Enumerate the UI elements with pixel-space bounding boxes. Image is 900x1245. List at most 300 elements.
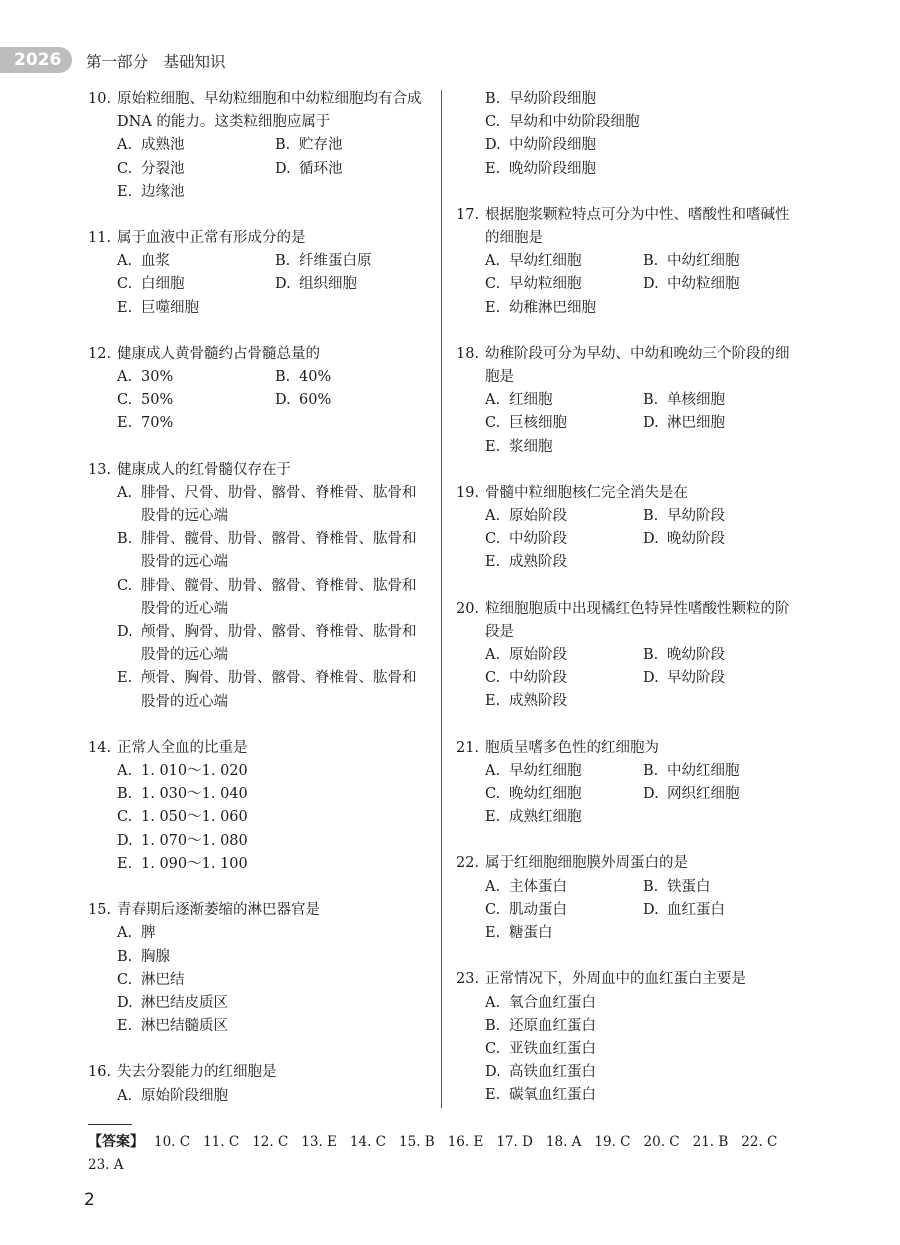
option-text: 脾: [141, 925, 156, 942]
option-text: 原始阶段细胞: [141, 1087, 228, 1104]
option-item: [485, 528, 643, 551]
option-label: A.: [117, 484, 133, 501]
option-item: [117, 667, 430, 713]
option-label: A.: [117, 369, 133, 386]
option-label: D.: [117, 832, 133, 849]
option-item: [117, 783, 430, 806]
options-list: [456, 505, 801, 575]
option-text: 血红蛋白: [667, 901, 725, 918]
option-label: E.: [117, 183, 133, 200]
option-label: B.: [643, 647, 659, 664]
options-list: [456, 876, 801, 946]
option-label: B.: [117, 531, 133, 548]
option-item: [643, 389, 801, 412]
option-item: [485, 783, 643, 806]
option-text: 中幼阶段: [509, 531, 567, 548]
option-label: E.: [117, 299, 133, 316]
question-text: 健康成人的红骨髓仅存在于: [117, 461, 291, 478]
question-number: 23.: [456, 971, 480, 988]
left-column: [88, 88, 430, 1131]
option-label: C.: [485, 531, 501, 548]
option-label: D.: [643, 786, 659, 803]
question-text: 骨髓中粒细胞核仁完全消失是在: [485, 484, 688, 501]
option-text: 40%: [299, 369, 332, 386]
option-text: 颅骨、胸骨、肋骨、髂骨、脊椎骨、肱骨和股骨的远心端: [141, 624, 417, 664]
option-text: 主体蛋白: [509, 878, 567, 895]
question-number: 10.: [88, 91, 112, 107]
option-label: B.: [643, 253, 659, 270]
option-text: 幼稚淋巴细胞: [509, 299, 596, 316]
question-item: [88, 459, 430, 714]
option-text: 晚幼阶段细胞: [509, 160, 596, 177]
options-list: [456, 88, 801, 181]
option-text: 早幼阶段: [667, 670, 725, 687]
question-stem: [456, 482, 801, 505]
option-text: 70%: [141, 415, 174, 432]
option-item: [485, 1061, 801, 1084]
option-text: 成熟池: [141, 137, 185, 154]
answer-items: [88, 1134, 790, 1173]
right-column: [456, 88, 801, 1131]
option-item: [117, 946, 430, 969]
option-text: 边缘池: [141, 183, 185, 200]
option-label: C.: [485, 786, 501, 803]
option-text: 纤维蛋白原: [299, 253, 372, 270]
option-item: [117, 575, 430, 621]
question-item: [456, 598, 801, 714]
option-text: 中幼阶段细胞: [509, 137, 596, 154]
option-item: [117, 1015, 430, 1038]
options-list: [88, 366, 430, 436]
option-text: 成熟阶段: [509, 693, 567, 710]
option-label: B.: [275, 253, 291, 270]
option-text: 中幼红细胞: [667, 253, 740, 270]
option-item: [485, 760, 643, 783]
option-text: 中幼粒细胞: [667, 276, 740, 293]
option-label: B.: [275, 369, 291, 386]
answer-item: 21. B: [692, 1134, 729, 1150]
option-text: 腓骨、髋骨、肋骨、髂骨、脊椎骨、肱骨和股骨的远心端: [141, 531, 417, 571]
question-number: 13.: [88, 461, 112, 478]
option-label: E.: [485, 299, 501, 316]
question-number: 18.: [456, 345, 480, 362]
question-item: [456, 737, 801, 830]
answer-rule: [88, 1124, 132, 1125]
option-item: [275, 389, 430, 412]
question-item: [88, 343, 430, 436]
option-item: [485, 250, 643, 273]
option-text: 早幼红细胞: [509, 762, 582, 779]
option-item: [275, 250, 430, 273]
option-label: D.: [485, 1064, 501, 1081]
option-item: [117, 760, 430, 783]
option-text: 淋巴结皮质区: [141, 994, 228, 1011]
option-text: 铁蛋白: [667, 878, 711, 895]
option-item: [117, 1085, 430, 1108]
question-stem: [88, 227, 430, 250]
answer-item: 13. E: [301, 1134, 337, 1150]
option-text: 晚幼阶段: [667, 647, 725, 664]
option-text: 1. 010～1. 020: [141, 763, 248, 780]
question-stem: [456, 968, 801, 991]
option-text: 淋巴细胞: [667, 415, 725, 432]
question-number: 16.: [88, 1064, 112, 1081]
option-item: [117, 992, 430, 1015]
question-stem: [88, 899, 430, 922]
question-item: [88, 88, 430, 204]
question-number: 11.: [88, 230, 112, 247]
question-stem: [88, 343, 430, 366]
option-label: D.: [485, 137, 501, 154]
option-item: [643, 505, 801, 528]
answer-item: 20. C: [643, 1134, 680, 1150]
option-text: 单核细胞: [667, 392, 725, 409]
option-item: [117, 969, 430, 992]
option-label: D.: [643, 531, 659, 548]
option-text: 早幼和中幼阶段细胞: [509, 114, 640, 131]
option-label: C.: [485, 114, 501, 131]
option-item: [117, 922, 430, 945]
question-item: [456, 852, 801, 945]
option-text: 30%: [141, 369, 174, 386]
option-text: 循环池: [299, 160, 343, 177]
option-item: [485, 505, 643, 528]
option-label: C.: [117, 392, 133, 409]
question-stem: [88, 737, 430, 760]
option-label: A.: [485, 508, 501, 525]
option-text: 60%: [299, 392, 332, 409]
question-number: 15.: [88, 902, 112, 919]
option-text: 高铁血红蛋白: [509, 1064, 596, 1081]
option-text: 淋巴结: [141, 971, 185, 988]
option-label: D.: [643, 415, 659, 432]
question-stem: [456, 343, 801, 389]
option-label: A.: [485, 994, 501, 1011]
option-label: E.: [485, 554, 501, 571]
question-item: [456, 482, 801, 575]
options-list: [88, 922, 430, 1038]
option-label: A.: [485, 647, 501, 664]
option-text: 早幼阶段细胞: [509, 91, 596, 107]
question-number: 20.: [456, 600, 480, 617]
option-item: [485, 876, 643, 899]
option-label: C.: [485, 1040, 501, 1057]
question-16-continued: [456, 88, 801, 181]
option-item: [117, 853, 430, 876]
options-list: [88, 1085, 430, 1108]
option-text: 组织细胞: [299, 276, 357, 293]
option-text: 胸腺: [141, 948, 170, 965]
question-text: 原始粒细胞、早幼粒细胞和中幼粒细胞均有合成 DNA 的能力。这类粒细胞应属于: [117, 91, 422, 131]
option-text: 成熟阶段: [509, 554, 567, 571]
option-label: A.: [117, 1087, 133, 1104]
option-label: B.: [643, 392, 659, 409]
option-text: 1. 050～1. 060: [141, 809, 248, 826]
option-label: C.: [117, 577, 133, 594]
question-number: 22.: [456, 855, 480, 872]
options-list: [456, 644, 801, 714]
option-label: A.: [485, 878, 501, 895]
question-stem: [88, 1061, 430, 1084]
option-item: [485, 644, 643, 667]
option-item: [643, 273, 801, 296]
option-item: [643, 899, 801, 922]
option-text: 浆细胞: [509, 438, 553, 455]
option-text: 氧合血红蛋白: [509, 994, 596, 1011]
option-item: [117, 273, 275, 296]
option-label: E.: [117, 1018, 133, 1035]
options-list: [456, 389, 801, 459]
option-item: [485, 297, 643, 320]
option-text: 血浆: [141, 253, 170, 270]
options-list: [88, 250, 430, 320]
option-label: C.: [117, 276, 133, 293]
option-item: [485, 111, 801, 134]
option-label: E.: [485, 160, 501, 177]
option-item: [643, 250, 801, 273]
option-text: 中幼红细胞: [667, 762, 740, 779]
option-label: B.: [117, 948, 133, 965]
options-list: [456, 992, 801, 1108]
option-text: 颅骨、胸骨、肋骨、髂骨、脊椎骨、肱骨和股骨的近心端: [141, 670, 417, 710]
option-text: 红细胞: [509, 392, 553, 409]
option-item: [643, 412, 801, 435]
option-text: 亚铁血红蛋白: [509, 1040, 596, 1057]
option-item: [275, 273, 430, 296]
question-stem: [456, 852, 801, 875]
answer-item: 22. C: [741, 1134, 778, 1150]
option-text: 淋巴结髓质区: [141, 1018, 228, 1035]
answer-item: 19. C: [594, 1134, 631, 1150]
option-item: [485, 88, 801, 111]
option-item: [485, 690, 643, 713]
option-item: [643, 644, 801, 667]
option-text: 早幼红细胞: [509, 253, 582, 270]
option-text: 白细胞: [141, 276, 185, 293]
question-text: 粒细胞胞质中出现橘红色特异性嗜酸性颗粒的阶段是: [485, 600, 790, 640]
option-item: [275, 158, 430, 181]
question-number: 19.: [456, 484, 480, 501]
page-number: 2: [84, 1190, 95, 1210]
option-label: D.: [117, 994, 133, 1011]
option-item: [485, 667, 643, 690]
option-text: 分裂池: [141, 160, 185, 177]
option-item: [485, 134, 801, 157]
answer-item: 10. C: [154, 1134, 191, 1150]
question-text: 属于血液中正常有形成分的是: [117, 230, 306, 247]
option-item: [485, 389, 643, 412]
option-label: D.: [275, 160, 291, 177]
question-stem: [456, 737, 801, 760]
question-item: [456, 343, 801, 459]
option-label: C.: [485, 901, 501, 918]
option-text: 1. 030～1. 040: [141, 786, 248, 803]
option-item: [643, 783, 801, 806]
answer-item: 23. A: [88, 1157, 124, 1173]
question-item: [88, 227, 430, 320]
question-text: 属于红细胞细胞膜外周蛋白的是: [485, 855, 688, 872]
option-item: [117, 482, 430, 528]
column-divider: [441, 90, 442, 1108]
option-text: 腓骨、髋骨、肋骨、髂骨、脊椎骨、肱骨和股骨的近心端: [141, 577, 417, 617]
option-text: 贮存池: [299, 137, 343, 154]
option-label: B.: [643, 762, 659, 779]
option-label: A.: [485, 762, 501, 779]
question-number: 21.: [456, 739, 480, 756]
option-item: [485, 158, 801, 181]
question-text: 幼稚阶段可分为早幼、中幼和晚幼三个阶段的细胞是: [485, 345, 790, 386]
answer-item: 18. A: [545, 1134, 582, 1150]
options-list: [88, 482, 430, 714]
option-label: C.: [485, 670, 501, 687]
option-text: 晚幼阶段: [667, 531, 725, 548]
question-number: 14.: [88, 739, 112, 756]
question-item: [88, 737, 430, 876]
option-label: E.: [485, 438, 501, 455]
answer-key: [88, 1131, 800, 1177]
option-item: [117, 412, 275, 435]
option-item: [117, 366, 275, 389]
option-text: 成熟红细胞: [509, 809, 582, 826]
option-label: B.: [275, 137, 291, 154]
question-item: [456, 204, 801, 320]
option-label: B.: [643, 508, 659, 525]
option-item: [117, 181, 275, 204]
option-label: B.: [485, 91, 501, 107]
option-item: [117, 806, 430, 829]
option-label: A.: [117, 253, 133, 270]
year-badge: 2026: [0, 47, 72, 73]
option-text: 1. 090～1. 100: [141, 855, 248, 872]
section-title: 第一部分 基础知识: [86, 53, 226, 71]
option-label: A.: [117, 763, 133, 780]
option-text: 碳氧血红蛋白: [509, 1087, 596, 1104]
answer-item: 16. E: [447, 1134, 484, 1150]
option-label: D.: [117, 624, 133, 641]
option-label: E.: [485, 809, 501, 826]
option-item: [485, 922, 643, 945]
option-label: D.: [275, 392, 291, 409]
question-number: 17.: [456, 206, 480, 223]
option-text: 巨噬细胞: [141, 299, 199, 316]
option-item: [117, 621, 430, 667]
option-label: C.: [117, 160, 133, 177]
option-item: [485, 1015, 801, 1038]
question-text: 正常人全血的比重是: [117, 739, 248, 756]
option-item: [485, 436, 643, 459]
option-item: [117, 250, 275, 273]
answer-item: 15. B: [399, 1134, 435, 1150]
option-item: [117, 158, 275, 181]
option-label: A.: [485, 253, 501, 270]
option-label: C.: [117, 809, 133, 826]
option-label: E.: [117, 670, 133, 687]
question-text: 胞质呈嗜多色性的红细胞为: [485, 739, 659, 756]
question-text: 健康成人黄骨髓约占骨髓总量的: [117, 345, 320, 362]
option-item: [485, 1084, 801, 1107]
option-item: [643, 876, 801, 899]
option-label: E.: [485, 693, 501, 710]
option-label: C.: [485, 276, 501, 293]
option-text: 巨核细胞: [509, 415, 567, 432]
option-item: [275, 134, 430, 157]
option-item: [643, 667, 801, 690]
option-item: [117, 297, 275, 320]
option-item: [485, 412, 643, 435]
question-text: 失去分裂能力的红细胞是: [117, 1064, 277, 1081]
question-item: [456, 968, 801, 1107]
option-item: [117, 134, 275, 157]
options-list: [88, 134, 430, 204]
option-item: [117, 389, 275, 412]
answer-item: 14. C: [349, 1134, 386, 1150]
answer-key-label: 【答案】: [88, 1134, 144, 1150]
question-stem: [88, 88, 430, 134]
right-questions: [456, 204, 801, 1108]
option-label: A.: [485, 392, 501, 409]
options-list: [456, 250, 801, 320]
option-label: A.: [117, 925, 133, 942]
option-item: [117, 830, 430, 853]
option-label: D.: [275, 276, 291, 293]
option-item: [117, 528, 430, 574]
option-item: [485, 1038, 801, 1061]
option-text: 网织红细胞: [667, 786, 740, 803]
option-text: 原始阶段: [509, 508, 567, 525]
option-item: [643, 760, 801, 783]
option-text: 1. 070～1. 080: [141, 832, 248, 849]
option-label: D.: [643, 901, 659, 918]
question-item: [88, 899, 430, 1038]
option-item: [275, 366, 430, 389]
question-stem: [456, 204, 801, 250]
option-text: 糖蛋白: [509, 925, 553, 942]
option-item: [485, 806, 643, 829]
option-label: D.: [643, 276, 659, 293]
option-text: 原始阶段: [509, 647, 567, 664]
answer-item: 11. C: [203, 1134, 240, 1150]
option-label: E.: [485, 1087, 501, 1104]
option-text: 还原血红蛋白: [509, 1017, 596, 1034]
question-stem: [88, 459, 430, 482]
question-text: 根据胞浆颗粒特点可分为中性、嗜酸性和嗜碱性的细胞是: [485, 206, 790, 247]
option-item: [485, 551, 643, 574]
option-label: B.: [117, 786, 133, 803]
answer-item: 17. D: [496, 1134, 533, 1150]
option-text: 腓骨、尺骨、肋骨、髂骨、脊椎骨、肱骨和股骨的远心端: [141, 484, 417, 525]
options-list: [88, 760, 430, 876]
question-number: 12.: [88, 345, 112, 362]
question-stem: [456, 598, 801, 644]
option-label: E.: [117, 415, 133, 432]
question-text: 正常情况下，外周血中的血红蛋白主要是: [485, 971, 746, 988]
option-text: 早幼粒细胞: [509, 276, 582, 293]
options-list: [456, 760, 801, 830]
option-item: [485, 273, 643, 296]
option-label: B.: [643, 878, 659, 895]
option-label: E.: [117, 855, 133, 872]
option-text: 晚幼红细胞: [509, 786, 582, 803]
option-text: 肌动蛋白: [509, 901, 567, 918]
question-item: [88, 1061, 430, 1107]
option-item: [643, 528, 801, 551]
option-label: A.: [117, 137, 133, 154]
option-label: D.: [643, 670, 659, 687]
option-label: C.: [485, 415, 501, 432]
option-label: B.: [485, 1017, 501, 1034]
option-label: C.: [117, 971, 133, 988]
option-text: 中幼阶段: [509, 670, 567, 687]
